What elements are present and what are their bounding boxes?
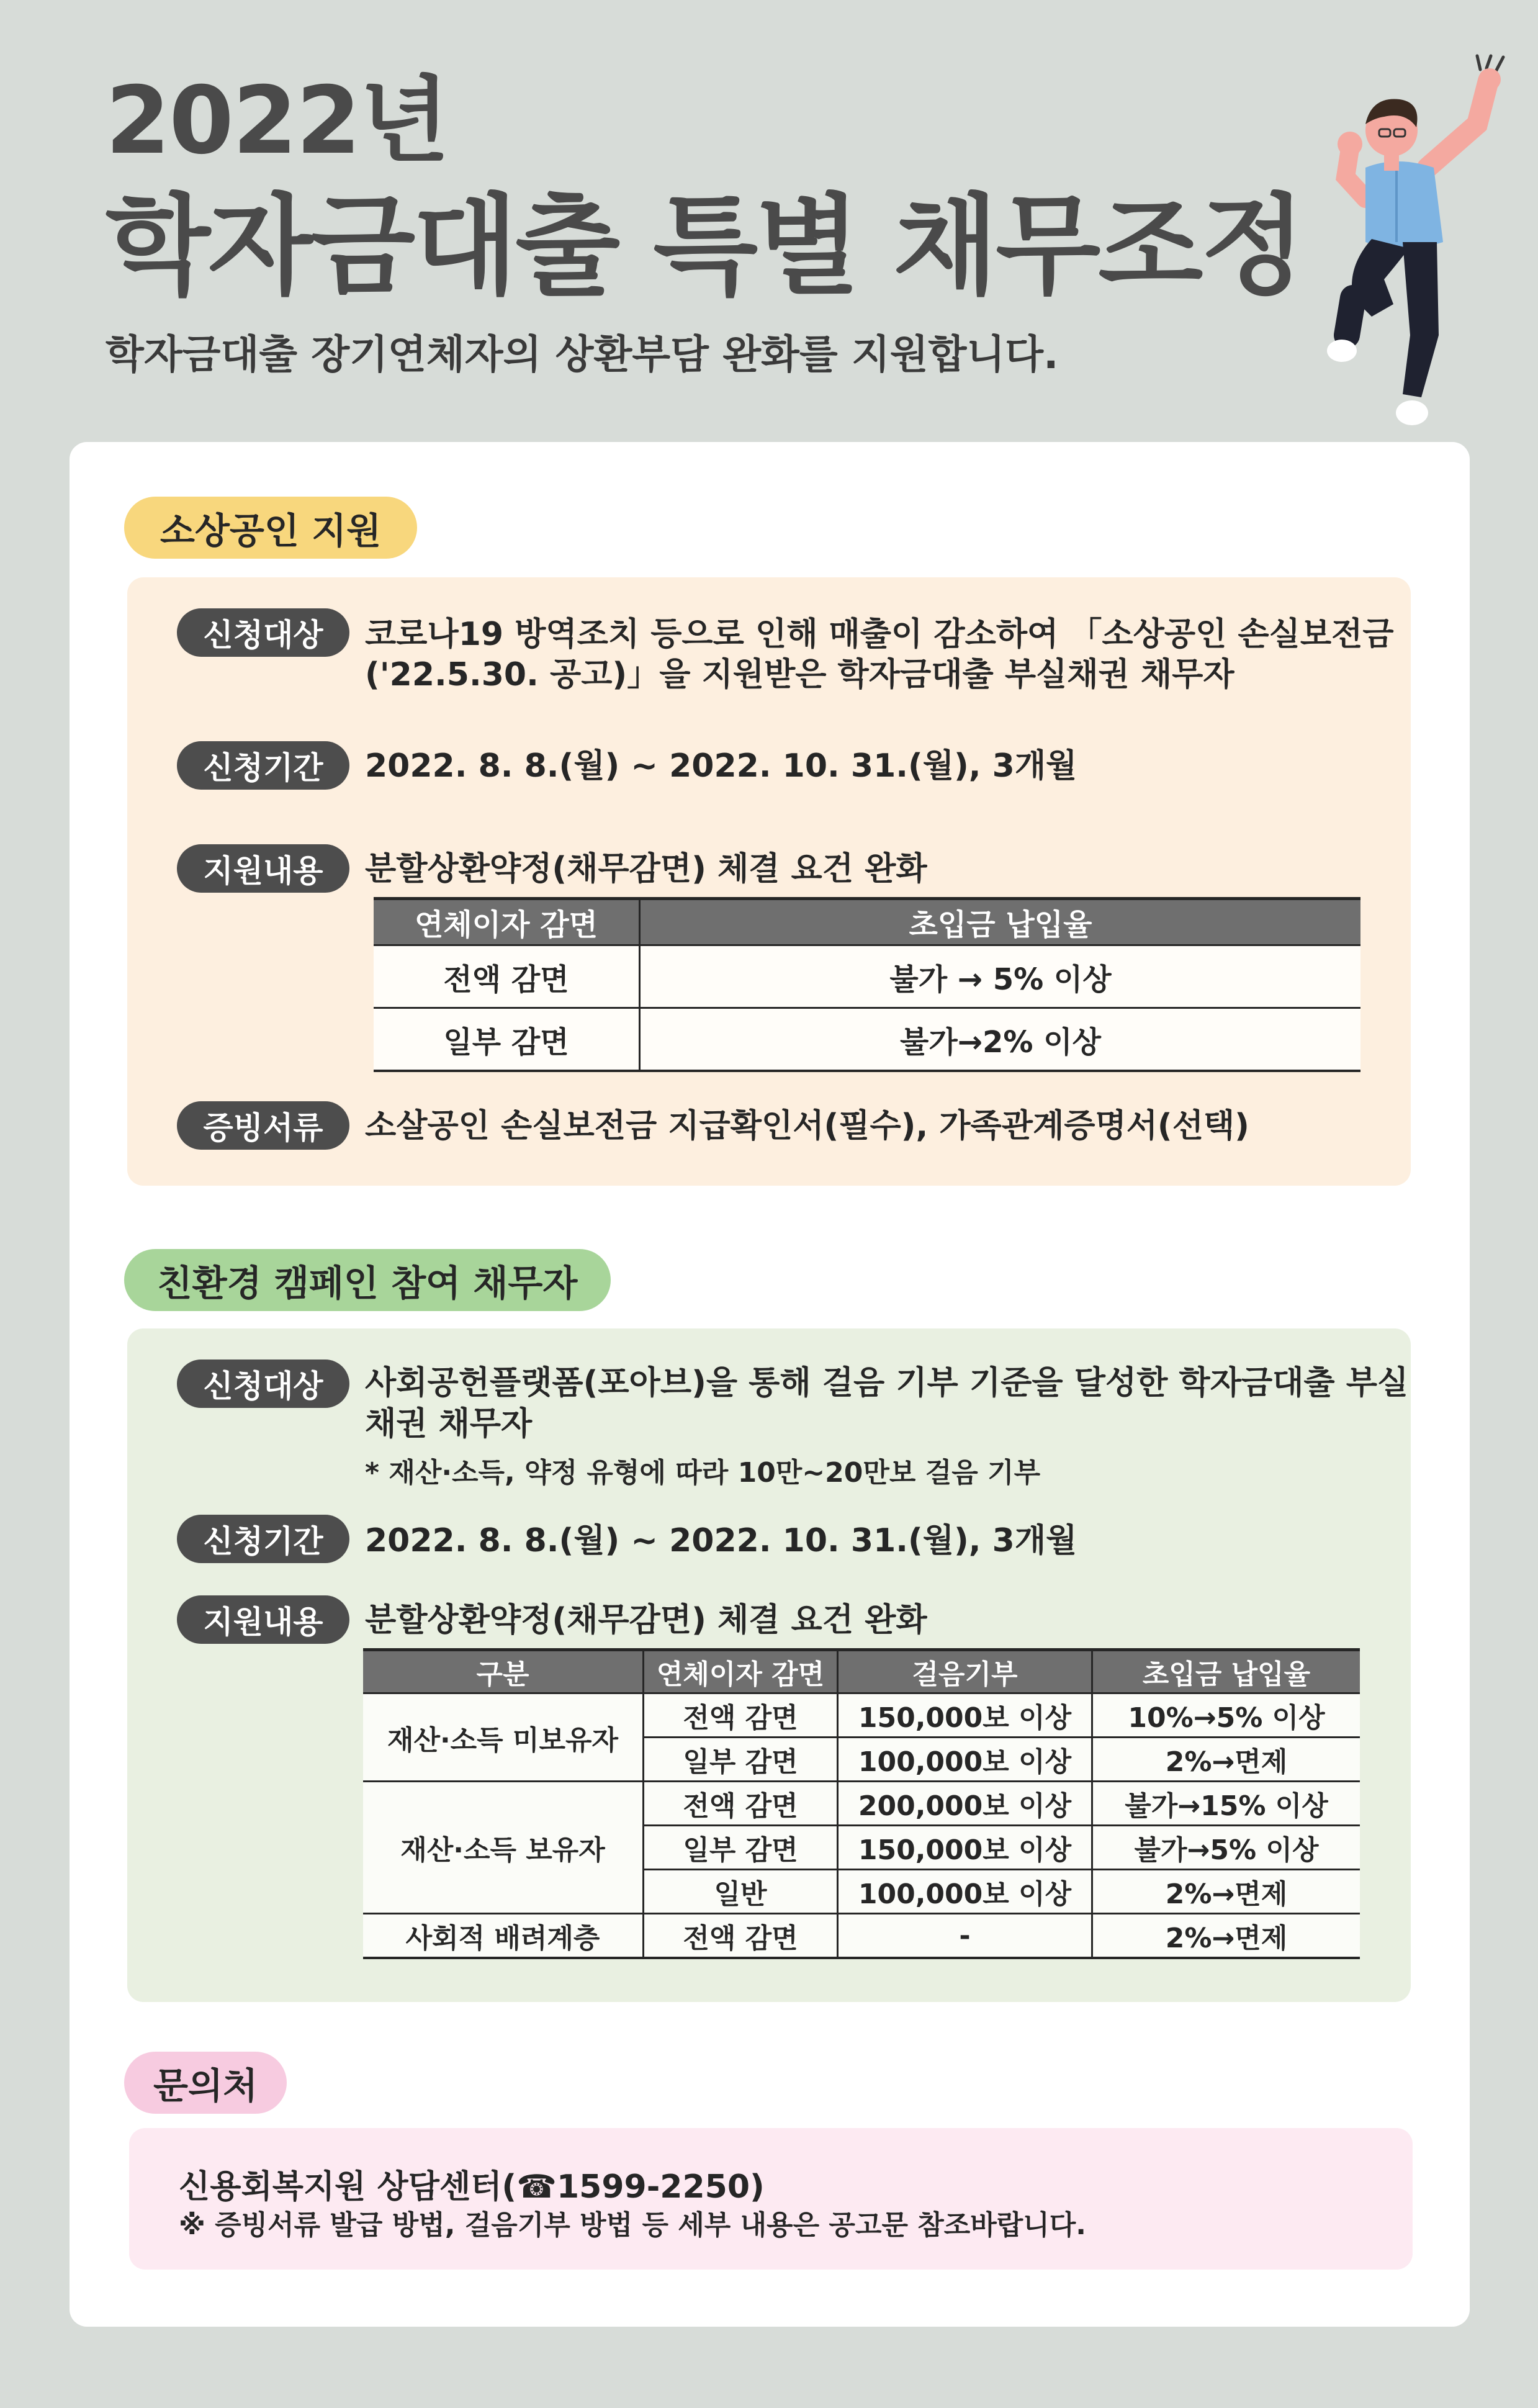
group-label: 사회적 배려계층 bbox=[363, 1914, 644, 1959]
support-text: 분할상환약정(채무감면) 체결 요건 완화 bbox=[365, 850, 927, 888]
group-label: 재산·소득 미보유자 bbox=[363, 1693, 644, 1782]
page-title: 학자금대출 특별 채무조정 bbox=[106, 184, 1303, 310]
contact-center: 신용회복지원 상담센터(☎1599-2250) bbox=[179, 2168, 765, 2206]
small-business-table bbox=[374, 897, 1360, 1072]
support-tag: 지원내용 bbox=[177, 1595, 349, 1644]
target-note: * 재산·소득, 약정 유형에 따라 10만~20만보 걸음 기부 bbox=[365, 1457, 1041, 1489]
page-subtitle: 학자금대출 장기연체자의 상환부담 완화를 지원합니다. bbox=[106, 332, 1059, 378]
target-line-1: 코로나19 방역조치 등으로 인해 매출이 감소하여 「소상공인 손실보전금 bbox=[365, 616, 1394, 653]
table-cell: 100,000보 이상 bbox=[838, 1738, 1092, 1782]
target-line-2: 채권 채무자 bbox=[365, 1405, 533, 1443]
table-cell: 150,000보 이상 bbox=[838, 1693, 1092, 1738]
table-header: 초입금 납입율 bbox=[640, 899, 1361, 945]
table-cell: 전액 감면 bbox=[644, 1693, 838, 1738]
support-text: 분할상환약정(채무감면) 체결 요건 완화 bbox=[365, 1602, 927, 1639]
table-cell: 일부 감면 bbox=[644, 1738, 838, 1782]
table-cell: 100,000보 이상 bbox=[838, 1870, 1092, 1914]
table-cell: 2%→면제 bbox=[1092, 1738, 1360, 1782]
period-tag: 신청기간 bbox=[177, 741, 349, 790]
contact-pill: 문의처 bbox=[124, 2052, 287, 2114]
table-header: 초입금 납입율 bbox=[1092, 1650, 1360, 1693]
table-row bbox=[363, 1782, 1360, 1826]
table-cell: 150,000보 이상 bbox=[838, 1826, 1092, 1870]
target-tag: 신청대상 bbox=[177, 608, 349, 657]
table-header: 구분 bbox=[363, 1650, 644, 1693]
table-header: 연체이자 감면 bbox=[374, 899, 640, 945]
section-small-business-pill: 소상공인 지원 bbox=[124, 497, 417, 559]
table-cell: 10%→5% 이상 bbox=[1092, 1693, 1360, 1738]
table-cell: 200,000보 이상 bbox=[838, 1782, 1092, 1826]
contact-note: ※ 증빙서류 발급 방법, 걸음기부 방법 등 세부 내용은 공고문 참조바랍니다. bbox=[179, 2209, 1087, 2241]
group-label: 재산·소득 보유자 bbox=[363, 1782, 644, 1914]
table-cell: 불가→2% 이상 bbox=[640, 1008, 1361, 1071]
table-row bbox=[374, 1008, 1360, 1071]
eco-campaign-table bbox=[363, 1648, 1360, 1959]
header bbox=[106, 67, 1303, 310]
period-text: 2022. 8. 8.(월) ~ 2022. 10. 31.(월), 3개월 bbox=[365, 1522, 1077, 1559]
title-year: 2022년 bbox=[106, 67, 449, 175]
section-eco-campaign-pill: 친환경 캠페인 참여 채무자 bbox=[124, 1249, 611, 1311]
docs-tag: 증빙서류 bbox=[177, 1101, 349, 1150]
table-cell: 2%→면제 bbox=[1092, 1914, 1360, 1959]
table-cell: 전액 감면 bbox=[644, 1914, 838, 1959]
target-tag: 신청대상 bbox=[177, 1360, 349, 1408]
table-cell: 일반 bbox=[644, 1870, 838, 1914]
table-cell: 전액 감면 bbox=[374, 945, 640, 1008]
table-cell: 일부 감면 bbox=[644, 1826, 838, 1870]
table-cell: 불가→15% 이상 bbox=[1092, 1782, 1360, 1826]
table-cell: - bbox=[838, 1914, 1092, 1959]
cheering-man-illustration bbox=[1272, 43, 1521, 441]
target-line-1: 사회공헌플랫폼(포아브)을 통해 걸음 기부 기준을 달성한 학자금대출 부실 bbox=[365, 1364, 1409, 1402]
table-header: 연체이자 감면 bbox=[644, 1650, 838, 1693]
table-header: 걸음기부 bbox=[838, 1650, 1092, 1693]
support-tag: 지원내용 bbox=[177, 844, 349, 893]
table-row bbox=[363, 1914, 1360, 1959]
table-row bbox=[363, 1693, 1360, 1738]
table-cell: 일부 감면 bbox=[374, 1008, 640, 1071]
period-text: 2022. 8. 8.(월) ~ 2022. 10. 31.(월), 3개월 bbox=[365, 747, 1077, 785]
table-cell: 불가→5% 이상 bbox=[1092, 1826, 1360, 1870]
table-cell: 전액 감면 bbox=[644, 1782, 838, 1826]
table-cell: 2%→면제 bbox=[1092, 1870, 1360, 1914]
period-tag: 신청기간 bbox=[177, 1515, 349, 1563]
docs-text: 소살공인 손실보전금 지급확인서(필수), 가족관계증명서(선택) bbox=[365, 1107, 1249, 1145]
table-cell: 불가 → 5% 이상 bbox=[640, 945, 1361, 1008]
table-row bbox=[374, 945, 1360, 1008]
target-line-2: ('22.5.30. 공고)」을 지원받은 학자금대출 부실채권 채무자 bbox=[365, 656, 1234, 693]
